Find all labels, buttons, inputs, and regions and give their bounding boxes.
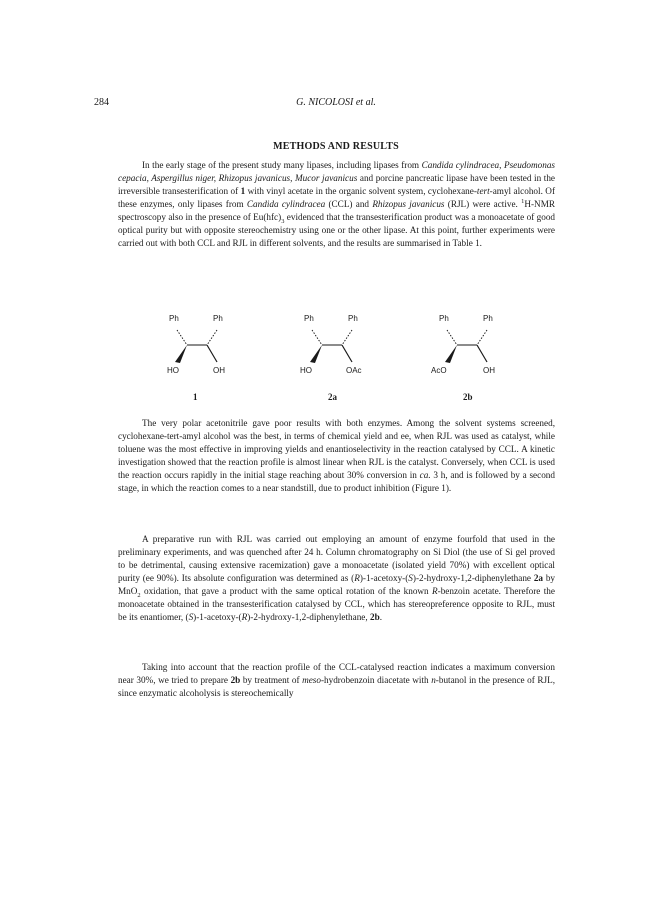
structure-2b-drawing [415, 310, 545, 400]
phenyl-label: Ph [348, 314, 358, 323]
section-title: METHODS AND RESULTS [273, 141, 399, 152]
acetoxy-label: AcO [431, 366, 447, 375]
page-number: 284 [94, 97, 109, 108]
acetoxy-label: OAc [346, 366, 362, 375]
hydroxyl-label: OH [213, 366, 225, 375]
paragraph-1: In the early stage of the present study many lipases, including lipases from Candida cylindracea, Pseudomonas cepacia, Aspergillus niger, Rhizopus javanicus, Mucor javanicus and porcine pancreatic lipase have been tested in the irreversible transesterification of 1 with vinyl acetate in the organic solvent system, cyclohexane-tert-amyl alcohol. Of these enzymes, only lipases from Candida cylindracea (CCL) and Rhizopus javanicus (RJL) were active. $^1$H-NMR spectroscopy also in the presence of $Eu(hfc)_3$ evidenced that the transesterification product was a monoacetate of good optical purity but with opposite stereochemistry using one or the other lipase. At this point, further experiments were carried out with both CCL and RJL in different solvents, and the results are summarised in Table 1. [118, 160, 556, 249]
structure-2b [415, 310, 545, 400]
phenyl-label: Ph [169, 314, 179, 323]
compound-number: 2a [328, 392, 337, 402]
running-head: G. NICOLOSI et al. [296, 97, 376, 108]
structure-2a [280, 310, 410, 400]
phenyl-label: Ph [483, 314, 493, 323]
phenyl-label: Ph [213, 314, 223, 323]
hydroxyl-label: OH [483, 366, 495, 375]
structure-2a-drawing [280, 310, 410, 400]
paragraph-4: Taking into account that the reaction profile of the CCL-catalysed reaction indicates a maximum conversion near 30%, we tried to prepare 2b by treatment of meso-hydrobenzoin diacetate with n-butanol in the presence of RJL, since enzymatic alcoholysis is stereochemically [118, 662, 555, 699]
hydroxyl-label: HO [167, 366, 179, 375]
phenyl-label: Ph [439, 314, 449, 323]
paragraph-2: The very polar acetonitrile gave poor results with both enzymes. Among the solvent systems screened, cyclohexane-tert-amyl alcohol was the best, in terms of chemical yield and ee, when RJL was used as catalyst, while toluene was the most effective in improving yields and enantioselectivity in the reaction catalysed by CCL. A kinetic investigation showed that the reaction profile is almost linear when RJL is the catalyst. Conversely, when CCL is used the reaction occurs rapidly in the initial stage reaching about 30% conversion in ca. 3 h, and is followed by a second stage, in which the reaction comes to a near standstill, due to product inhibition (Figure 1). [118, 418, 555, 494]
phenyl-label: Ph [304, 314, 314, 323]
hydroxyl-label: HO [300, 366, 312, 375]
structure-1 [155, 310, 285, 400]
paragraph-3: A preparative run with RJL was carried out employing an amount of enzyme fourfold that used in the preliminary experiments, and was quenched after 24 h. Column chromatography on Si Diol (the use of Si gel proved to be detrimental, causing extensive racemization) gave a monoacetate (isolated yield 70%) with excellent optical purity (ee 90%). Its absolute configuration was determined as (R)-1-acetoxy-(S)-2-hydroxy-1,2-diphenylethane 2a by MnO$_2$ oxidation, that gave a product with the same optical rotation of the known R-benzoin acetate. Therefore the monoacetate obtained in the transesterification catalysed by CCL, which has stereopreference opposite to RJL, must be its enantiomer, (S)-1-acetoxy-(R)-2-hydroxy-1,2-diphenylethane, 2b. [118, 534, 556, 623]
compound-number: 2b [463, 392, 473, 402]
structure-1-drawing [155, 310, 285, 400]
compound-number: 1 [193, 392, 198, 402]
